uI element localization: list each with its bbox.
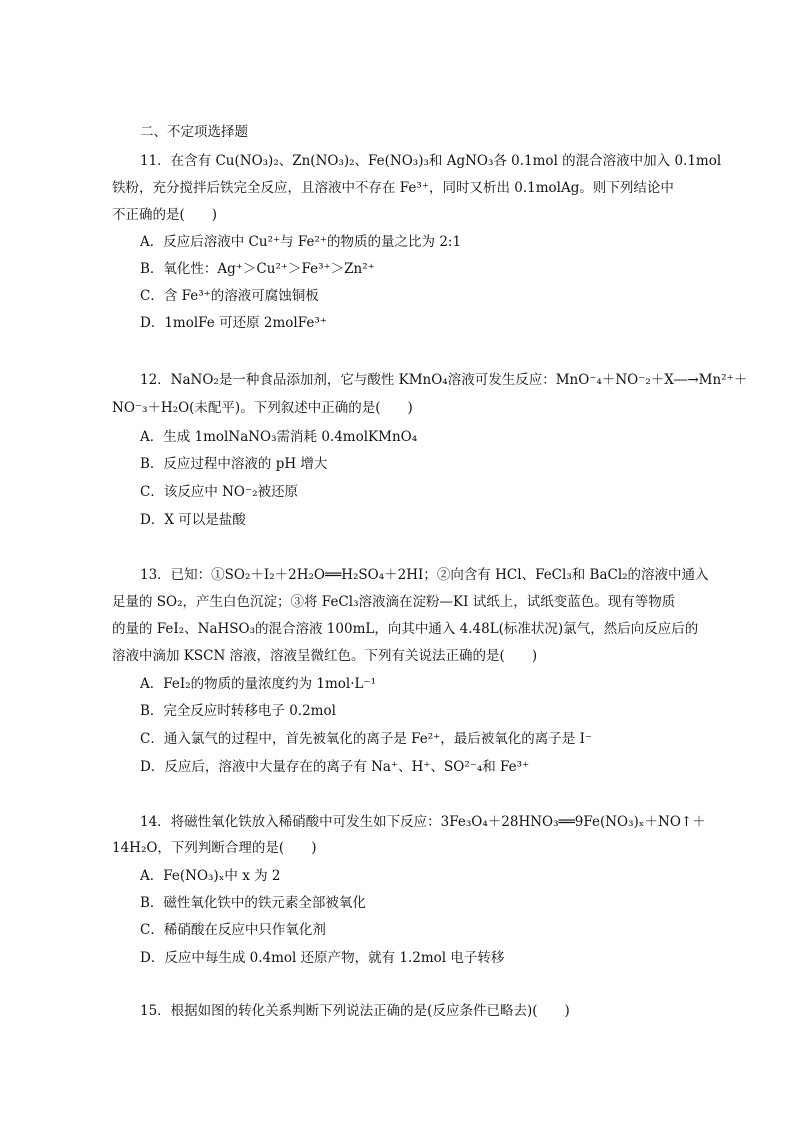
q14-option-a: A．Fe(NO₃)ₓ中 x 为 2 xyxy=(140,868,281,884)
q13-stem-line-1: 13．已知：①SO₂＋I₂＋2H₂O══H₂SO₄＋2HI；②向含有 HCl、FeCl₃和 BaCl₂的溶液中通入 xyxy=(140,567,709,583)
q12-option-b: B．反应过程中溶液的 pH 增大 xyxy=(140,456,328,472)
q12-option-d: D．X 可以是盐酸 xyxy=(140,512,246,528)
q13-stem-line-4: 溶液中滴加 KSCN 溶液，溶液呈微红色。下列有关说法正确的是( ) xyxy=(112,648,538,664)
q12-stem-line-2: NO⁻₃＋H₂O(未配平)。下列叙述中正确的是( ) xyxy=(112,400,413,416)
q13-stem-line-2: 足量的 SO₂，产生白色沉淀；③将 FeCl₃溶液滴在淀粉—KI 试纸上，试纸变蓝色。现有等物质 xyxy=(112,594,676,610)
q11-stem-line-1: 11．在含有 Cu(NO₃)₂、Zn(NO₃)₂、Fe(NO₃)₃和 AgNO₃各 0.1mol 的混合溶液中加入 0.1mol xyxy=(140,153,722,169)
q11-option-c: C．含 Fe³⁺的溶液可腐蚀铜板 xyxy=(140,288,319,304)
q11-stem-line-2: 铁粉，充分搅拌后铁完全反应，且溶液中不存在 Fe³⁺，同时又析出 0.1molAg。则下列结论中 xyxy=(112,180,674,196)
q12-option-c: C．该反应中 NO⁻₂被还原 xyxy=(140,484,299,500)
q11-option-d: D．1molFe 可还原 2molFe³⁺ xyxy=(140,315,327,331)
q14-stem-line-2: 14H₂O，下列判断合理的是( ) xyxy=(112,840,317,856)
q11-option-a: A．反应后溶液中 Cu²⁺与 Fe²⁺的物质的量之比为 2:1 xyxy=(140,234,462,250)
q15-stem-line-1: 15．根据如图的转化关系判断下列说法正确的是(反应条件已略去)( ) xyxy=(140,1003,570,1019)
q13-option-b: B．完全反应时转移电子 0.2mol xyxy=(140,703,336,719)
q13-option-d: D．反应后，溶液中大量存在的离子有 Na⁺、H⁺、SO²⁻₄和 Fe³⁺ xyxy=(140,759,530,775)
q14-stem-line-1: 14．将磁性氧化铁放入稀硝酸中可发生如下反应：3Fe₃O₄＋28HNO₃══9Fe(NO₃)ₓ＋NO↑＋ xyxy=(140,814,706,830)
q12-stem-line-1: 12．NaNO₂是一种食品添加剂，它与酸性 KMnO₄溶液可发生反应：MnO⁻₄＋NO⁻₂＋X―→Mn²⁺＋ xyxy=(140,372,748,388)
q14-option-b: B．磁性氧化铁中的铁元素全部被氧化 xyxy=(140,895,366,911)
q13-stem-line-3: 的量的 FeI₂、NaHSO₃的混合溶液 100mL，向其中通入 4.48L(标准状况)氯气，然后向反应后的 xyxy=(112,621,699,637)
q14-option-c: C．稀硝酸在反应中只作氧化剂 xyxy=(140,922,326,938)
q13-option-c: C．通入氯气的过程中，首先被氧化的离子是 Fe²⁺，最后被氧化的离子是 I⁻ xyxy=(140,731,593,747)
q11-stem-line-3: 不正确的是( ) xyxy=(112,207,218,223)
q13-option-a: A．FeI₂的物质的量浓度约为 1mol·L⁻¹ xyxy=(140,676,377,692)
q12-option-a: A．生成 1molNaNO₃需消耗 0.4molKMnO₄ xyxy=(140,429,418,445)
q11-option-b: B．氧化性：Ag⁺＞Cu²⁺＞Fe³⁺＞Zn²⁺ xyxy=(140,261,375,277)
section-title: 二、不定项选择题 xyxy=(140,124,248,140)
q14-option-d: D．反应中每生成 0.4mol 还原产物，就有 1.2mol 电子转移 xyxy=(140,950,505,966)
